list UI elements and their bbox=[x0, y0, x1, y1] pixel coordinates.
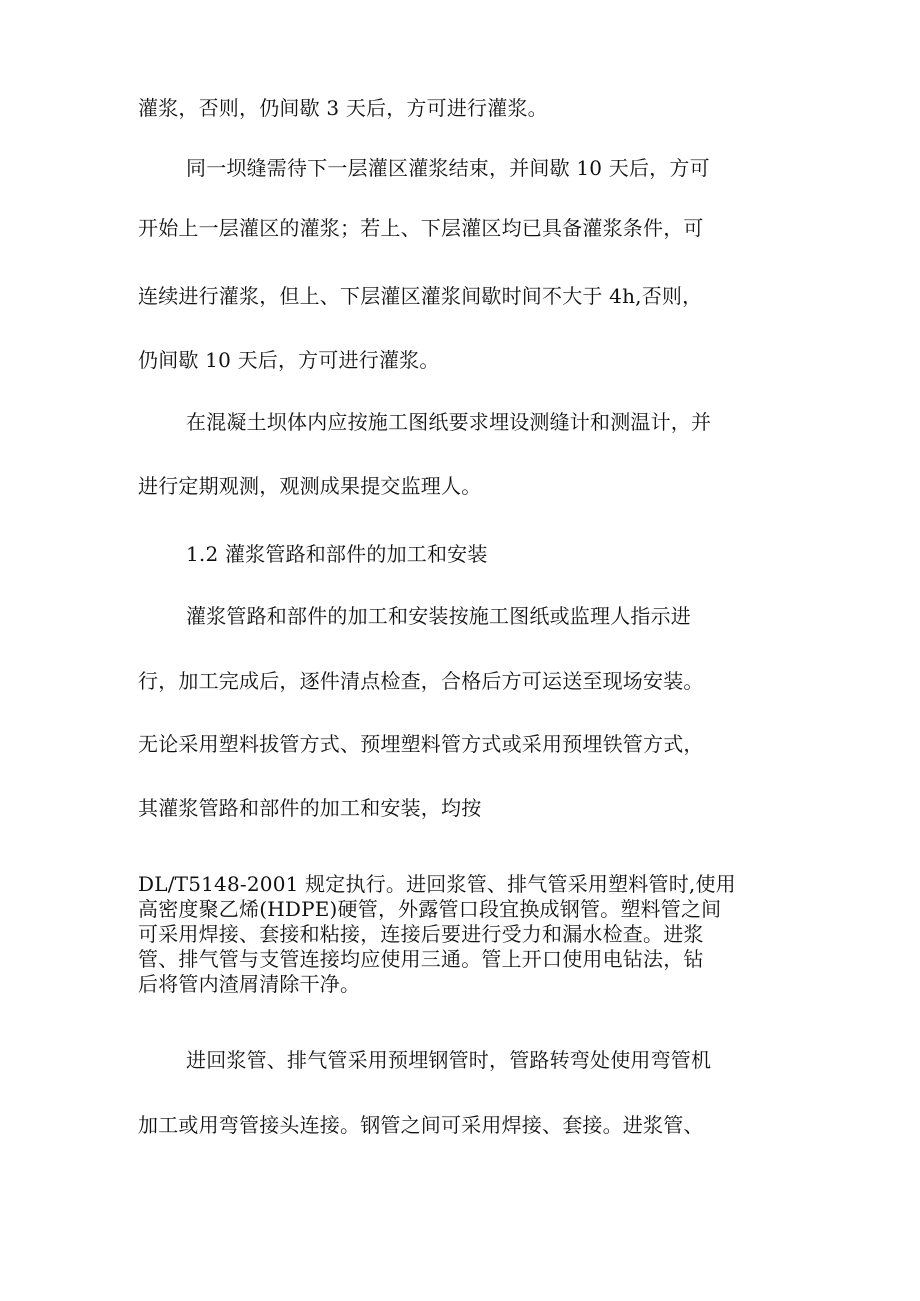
paragraph-line: DL/T5148-2001 规定执行。进回浆管、排气管采用塑料管时,使用 bbox=[138, 872, 736, 896]
paragraph-line: 进回浆管、排气管采用预埋钢管时，管路转弯处使用弯管机 bbox=[186, 1048, 712, 1072]
paragraph-line: 仍间歇 10 天后，方可进行灌浆。 bbox=[138, 348, 440, 372]
paragraph-line: 在混凝土坝体内应按施工图纸要求埋设测缝计和测温计，并 bbox=[186, 410, 712, 434]
section-heading: 1.2 灌浆管路和部件的加工和安装 bbox=[186, 542, 488, 566]
paragraph-line: 高密度聚乙烯(HDPE)硬管，外露管口段宜换成钢管。塑料管之间 bbox=[138, 897, 722, 921]
paragraph-line: 后将管内渣屑清除干净。 bbox=[138, 972, 361, 996]
paragraph-line: 行，加工完成后，逐件清点检查，合格后方可运送至现场安装。 bbox=[138, 669, 704, 693]
paragraph-line: 同一坝缝需待下一层灌区灌浆结束，并间歇 10 天后，方可 bbox=[186, 156, 710, 180]
paragraph-line: 进行定期观测，观测成果提交监理人。 bbox=[138, 474, 482, 498]
paragraph-line: 开始上一层灌区的灌浆；若上、下层灌区均已具备灌浆条件，可 bbox=[138, 216, 704, 240]
paragraph-line: 加工或用弯管接头连接。钢管之间可采用焊接、套接。进浆管、 bbox=[138, 1113, 704, 1137]
paragraph-line: 灌浆，否则，仍间歇 3 天后，方可进行灌浆。 bbox=[138, 96, 548, 120]
dense-paragraph bbox=[138, 872, 798, 997]
paragraph-line: 灌浆管路和部件的加工和安装按施工图纸或监理人指示进 bbox=[186, 604, 691, 628]
paragraph-line: 无论采用塑料拔管方式、预埋塑料管方式或采用预埋铁管方式， bbox=[138, 732, 704, 756]
paragraph-line: 管、排气管与支管连接均应使用三通。管上开口使用电钻法，钻 bbox=[138, 947, 704, 971]
paragraph-line: 其灌浆管路和部件的加工和安装，均按 bbox=[138, 796, 482, 820]
paragraph-line: 可采用焊接、套接和粘接，连接后要进行受力和漏水检查。进浆 bbox=[138, 922, 704, 946]
paragraph-line: 连续进行灌浆，但上、下层灌区灌浆间歇时间不大于 4h,否则， bbox=[138, 284, 703, 308]
